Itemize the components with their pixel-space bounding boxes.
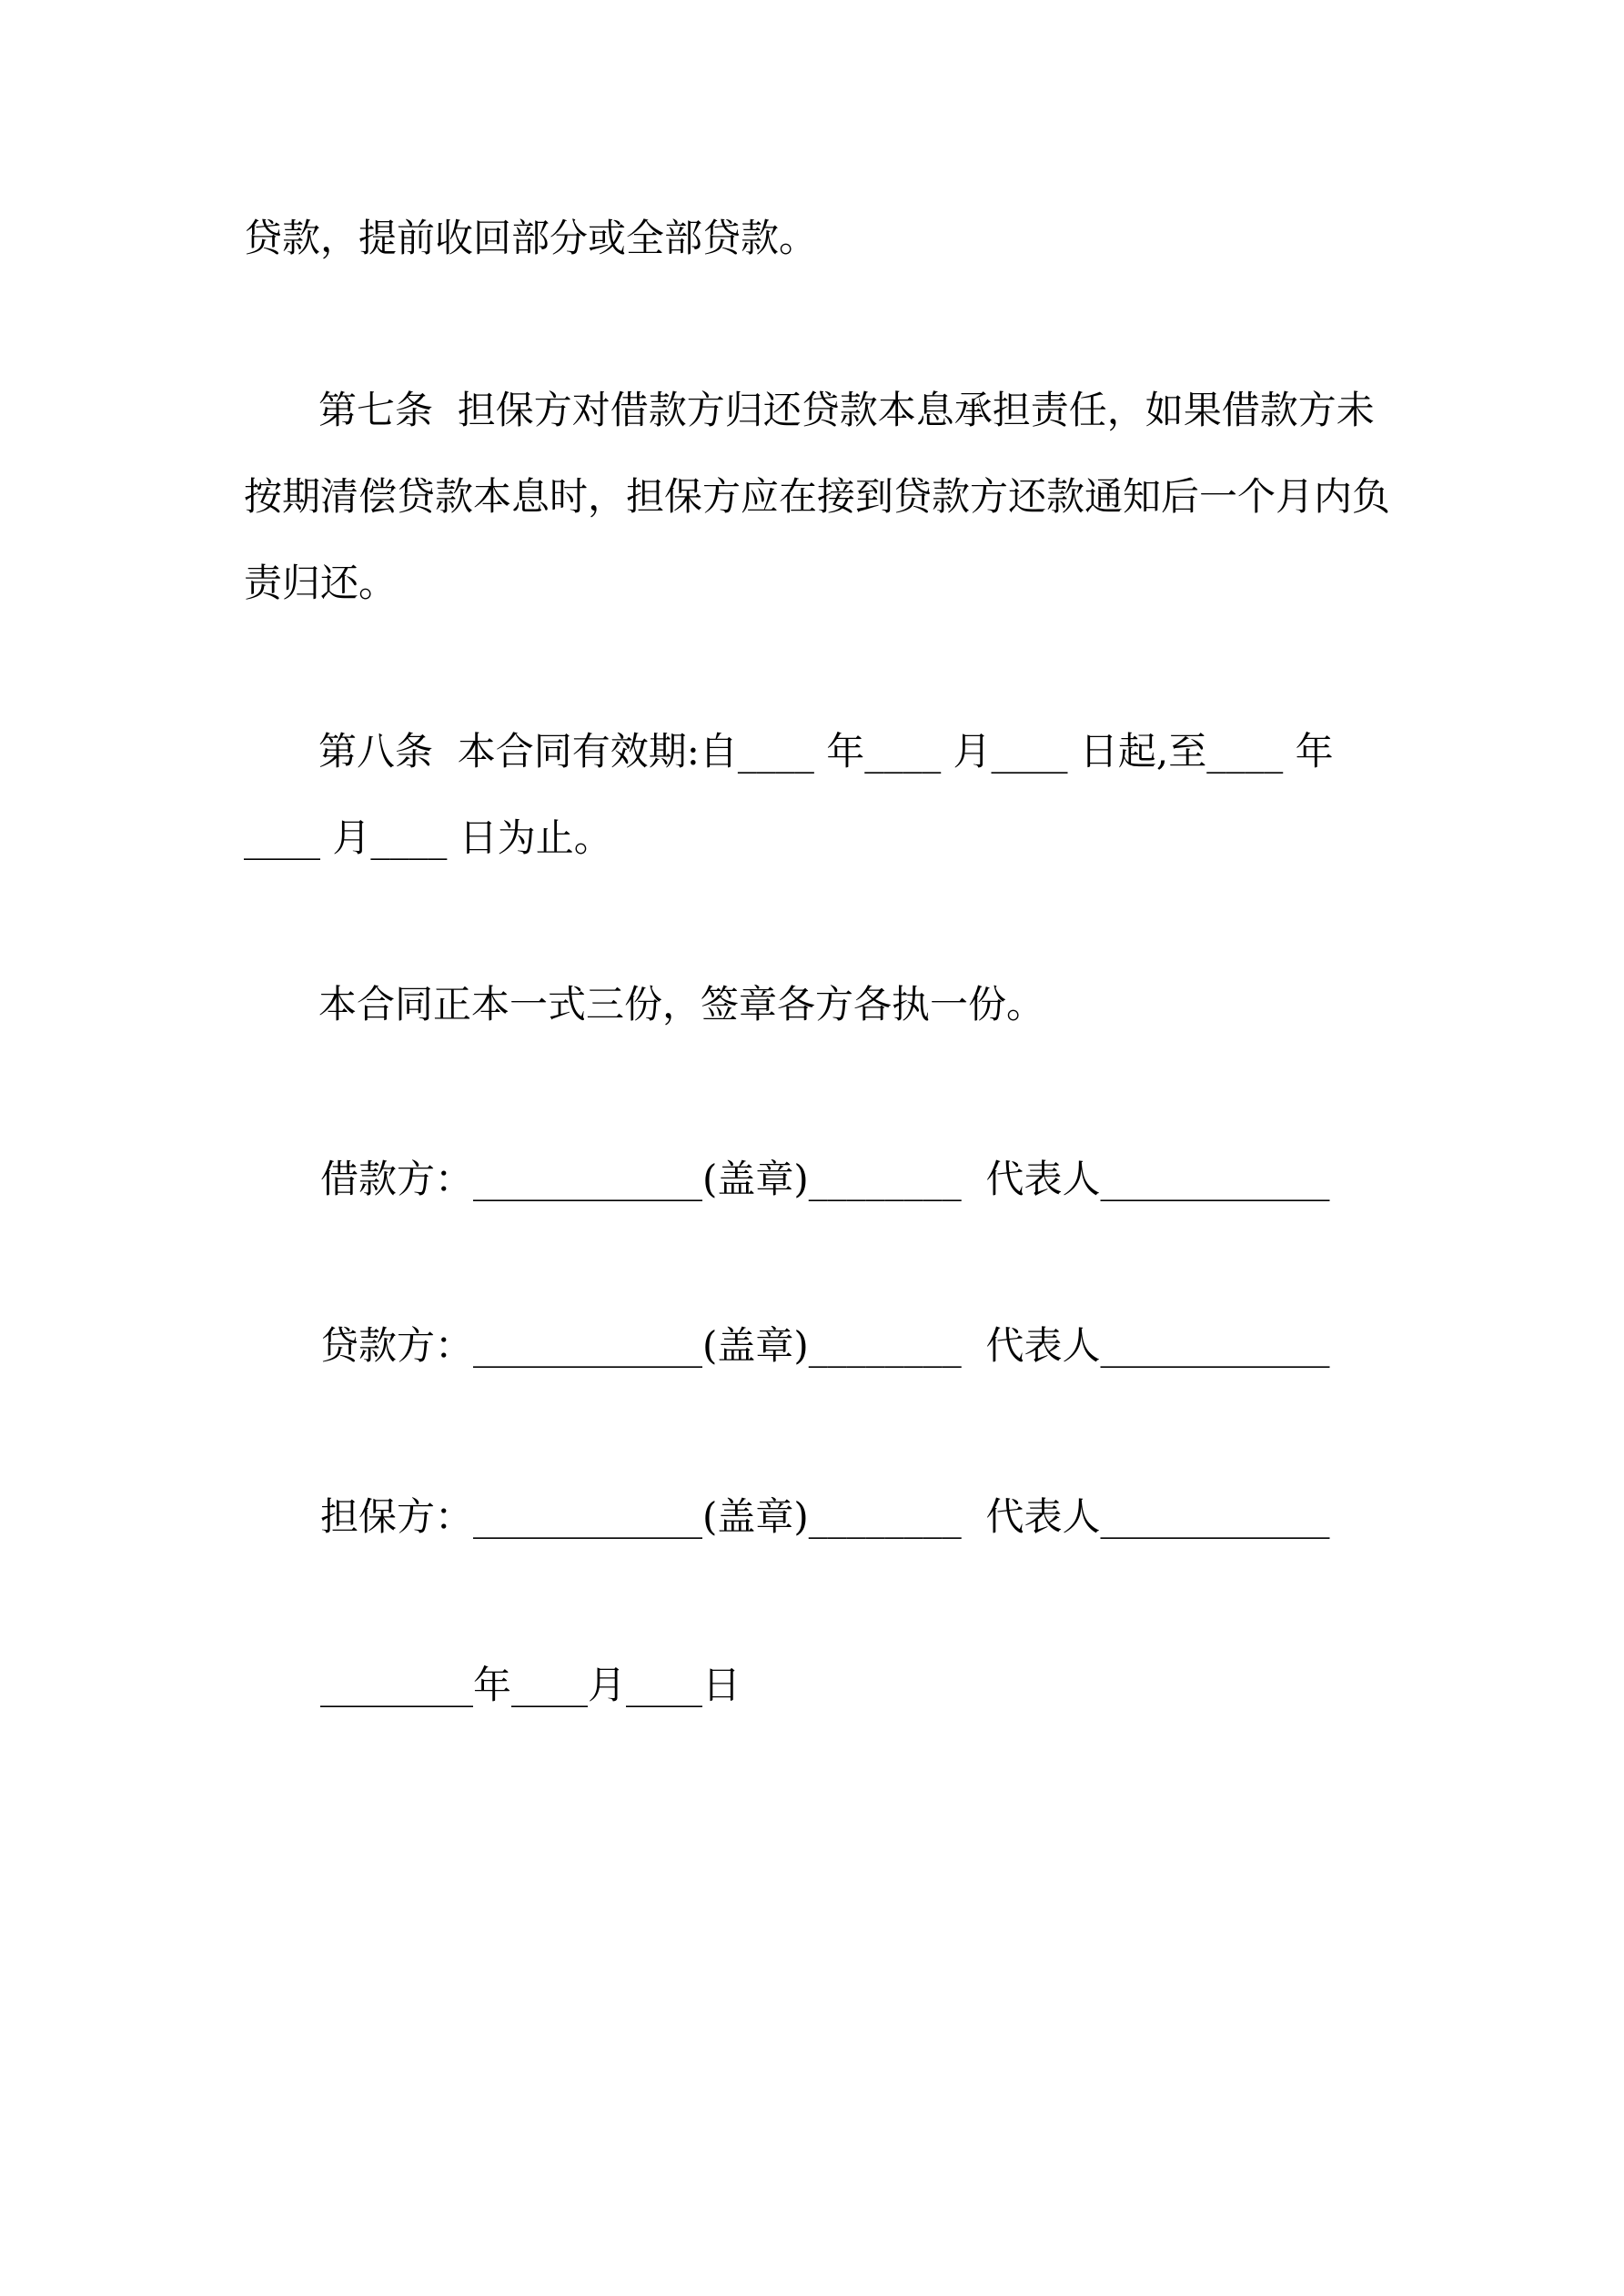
clause-7-line-1: 第七条 担保方对借款方归还贷款本息承担责任，如果借款方未 [318,388,1375,432]
clause-8-line-1-validity-blanks: 第八条 本合同有效期:自____ 年____ 月____ 日起,至____ 年 [318,729,1334,774]
signature-line-borrower: 借款方：____________(盖章)________ 代表人____________ [320,1157,1330,1201]
clause-7-line-2: 按期清偿贷款本息时，担保方应在接到贷款方还款通知后一个月内负 [244,474,1391,519]
clause-6-continuation-text: 贷款，提前收回部分或全部贷款。 [244,216,818,260]
signature-date-line: ________年____月____日 [320,1663,741,1707]
copies-statement-text: 本合同正本一式三份，签章各方各执一份。 [318,982,1045,1027]
signature-line-lender: 贷款方：____________(盖章)________ 代表人____________ [320,1323,1330,1368]
clause-8-line-2-validity-blanks: ____ 月____ 日为止。 [244,815,612,860]
signature-line-guarantor: 担保方：____________(盖章)________ 代表人____________ [320,1494,1330,1539]
clause-7-line-3: 责归还。 [244,561,398,605]
